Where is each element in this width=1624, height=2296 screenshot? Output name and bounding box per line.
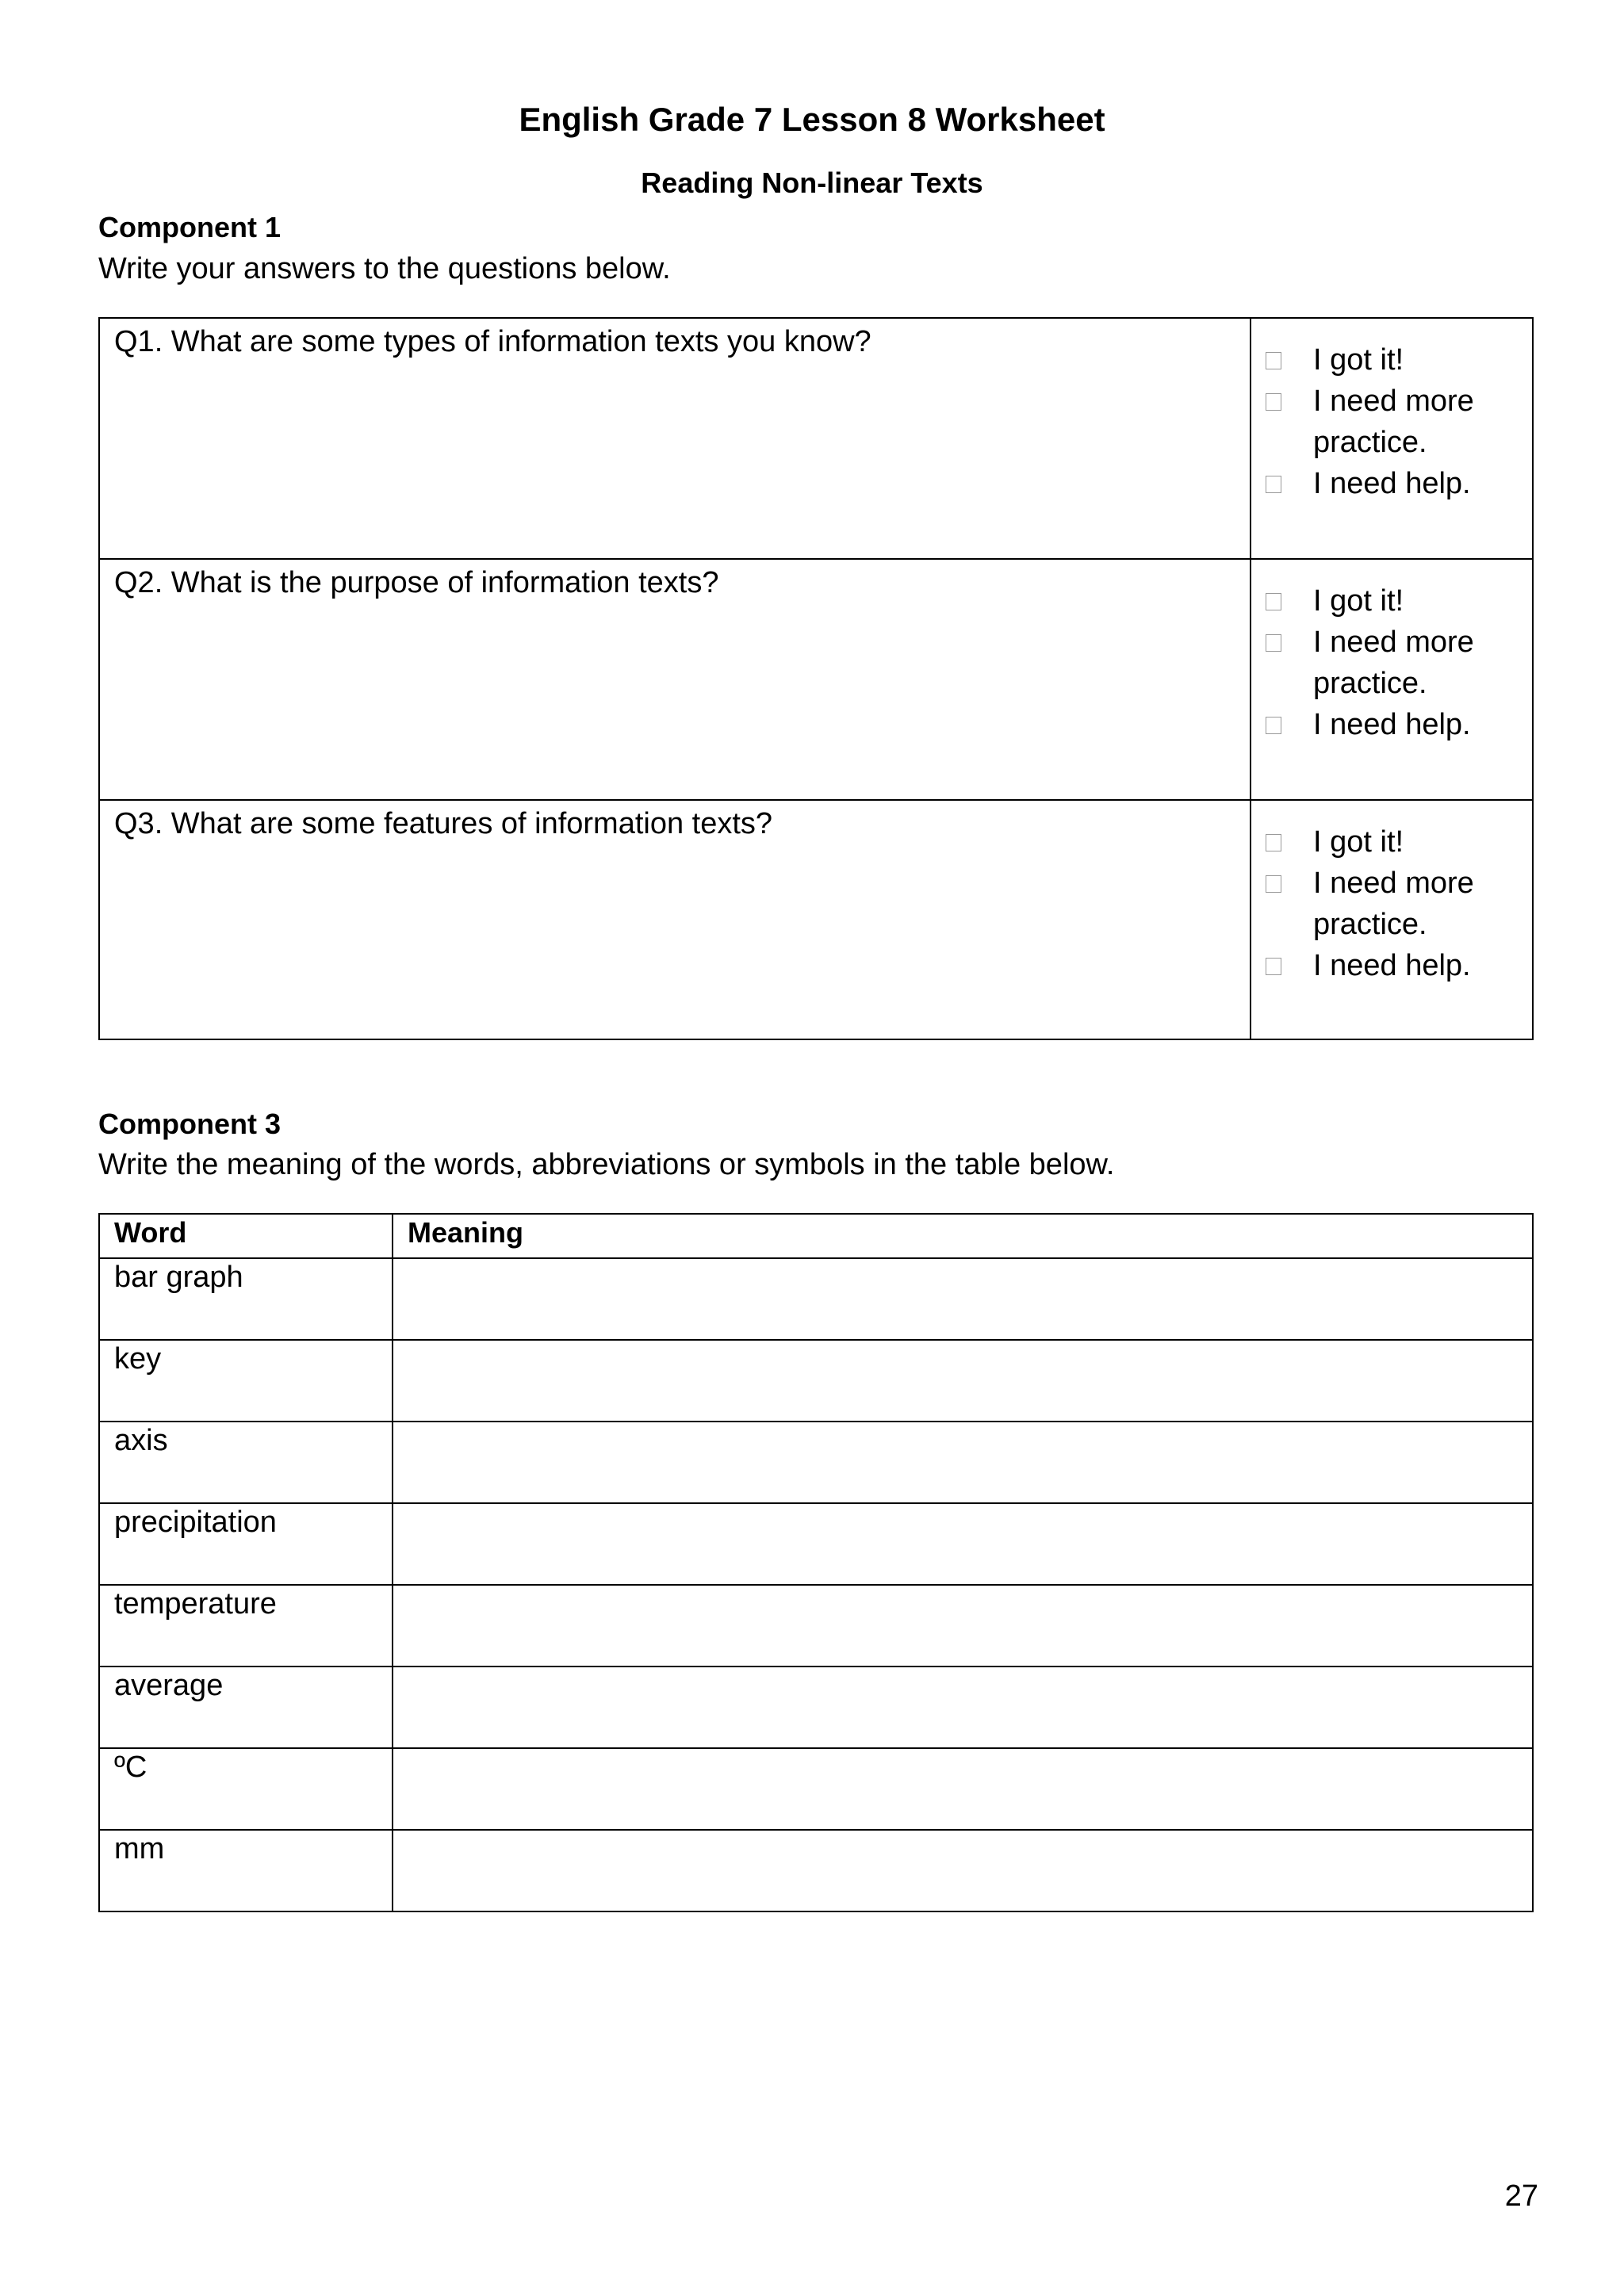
- page-title: English Grade 7 Lesson 8 Worksheet: [519, 101, 1105, 138]
- checkbox-need-help[interactable]: [1266, 704, 1532, 745]
- meaning-cell[interactable]: [393, 1340, 1533, 1422]
- meaning-cell[interactable]: [393, 1830, 1533, 1911]
- question-text: Q1. What are some types of information texts you know?: [114, 325, 871, 358]
- answer-cell[interactable]: [99, 559, 1251, 800]
- checkbox-label: I got it!: [1313, 825, 1404, 859]
- checkbox-icon[interactable]: [1266, 393, 1281, 411]
- column-header-word: Word: [99, 1214, 393, 1258]
- meaning-cell[interactable]: [393, 1667, 1533, 1748]
- self-assessment-cell: [1251, 800, 1533, 1039]
- checkbox-icon[interactable]: [1266, 834, 1281, 851]
- answer-cell[interactable]: [99, 800, 1251, 1039]
- word-cell: axis: [99, 1422, 393, 1503]
- checkbox-label: I need help.: [1313, 467, 1471, 500]
- checkbox-icon[interactable]: [1266, 958, 1281, 975]
- table-header-row: [99, 1214, 1533, 1258]
- page-number: 27: [1504, 2179, 1538, 2213]
- checkbox-label: I got it!: [1313, 584, 1404, 618]
- word-cell: temperature: [99, 1585, 393, 1667]
- table-row: [99, 1667, 1533, 1748]
- table-row: [99, 1585, 1533, 1667]
- meaning-cell[interactable]: [393, 1258, 1533, 1340]
- questions-table: [98, 317, 1534, 1040]
- word-cell: average: [99, 1667, 393, 1748]
- checkbox-icon[interactable]: [1266, 634, 1281, 652]
- checkbox-label: I got it!: [1313, 343, 1404, 377]
- checkbox-icon[interactable]: [1266, 875, 1281, 893]
- checkbox-need-practice[interactable]: [1266, 863, 1532, 945]
- table-row: [99, 1503, 1533, 1585]
- word-cell: key: [99, 1340, 393, 1422]
- table-row: [99, 1340, 1533, 1422]
- checkbox-need-practice[interactable]: [1266, 622, 1532, 704]
- question-row: [99, 559, 1533, 800]
- checkbox-icon[interactable]: [1266, 352, 1281, 369]
- checkbox-need-help[interactable]: [1266, 945, 1532, 986]
- word-cell: ºC: [99, 1748, 393, 1830]
- question-row: [99, 800, 1533, 1039]
- checkbox-label: I need more practice.: [1313, 867, 1474, 941]
- meaning-cell[interactable]: [393, 1422, 1533, 1503]
- meaning-cell[interactable]: [393, 1748, 1533, 1830]
- checkbox-label: I need help.: [1313, 949, 1471, 982]
- checkbox-label: I need more practice.: [1313, 385, 1474, 459]
- self-assessment-cell: [1251, 559, 1533, 800]
- checkbox-icon[interactable]: [1266, 717, 1281, 734]
- component1-heading: Component 1: [98, 211, 281, 243]
- answer-cell[interactable]: [99, 318, 1251, 559]
- checkbox-label: I need help.: [1313, 708, 1471, 741]
- checkbox-icon[interactable]: [1266, 593, 1281, 610]
- page-subtitle: Reading Non-linear Texts: [641, 166, 983, 199]
- checkbox-got-it[interactable]: [1266, 339, 1532, 381]
- table-row: [99, 1748, 1533, 1830]
- meaning-cell[interactable]: [393, 1503, 1533, 1585]
- component3-instruction: Write the meaning of the words, abbreviations or symbols in the table below.: [98, 1148, 1115, 1181]
- component3-heading: Component 3: [98, 1108, 281, 1140]
- question-text: Q3. What are some features of information texts?: [114, 807, 773, 840]
- table-row: [99, 1830, 1533, 1911]
- vocabulary-table: [98, 1213, 1534, 1912]
- word-cell: precipitation: [99, 1503, 393, 1585]
- question-row: [99, 318, 1533, 559]
- self-assessment-cell: [1251, 318, 1533, 559]
- question-text: Q2. What is the purpose of information texts?: [114, 566, 719, 599]
- checkbox-need-help[interactable]: [1266, 463, 1532, 504]
- word-cell: bar graph: [99, 1258, 393, 1340]
- checkbox-label: I need more practice.: [1313, 626, 1474, 700]
- component1-instruction: Write your answers to the questions below.: [98, 252, 671, 285]
- meaning-cell[interactable]: [393, 1585, 1533, 1667]
- checkbox-got-it[interactable]: [1266, 580, 1532, 622]
- checkbox-need-practice[interactable]: [1266, 381, 1532, 463]
- checkbox-got-it[interactable]: [1266, 821, 1532, 863]
- table-row: [99, 1422, 1533, 1503]
- table-row: [99, 1258, 1533, 1340]
- column-header-meaning: Meaning: [393, 1214, 1533, 1258]
- word-cell: mm: [99, 1830, 393, 1911]
- checkbox-icon[interactable]: [1266, 476, 1281, 493]
